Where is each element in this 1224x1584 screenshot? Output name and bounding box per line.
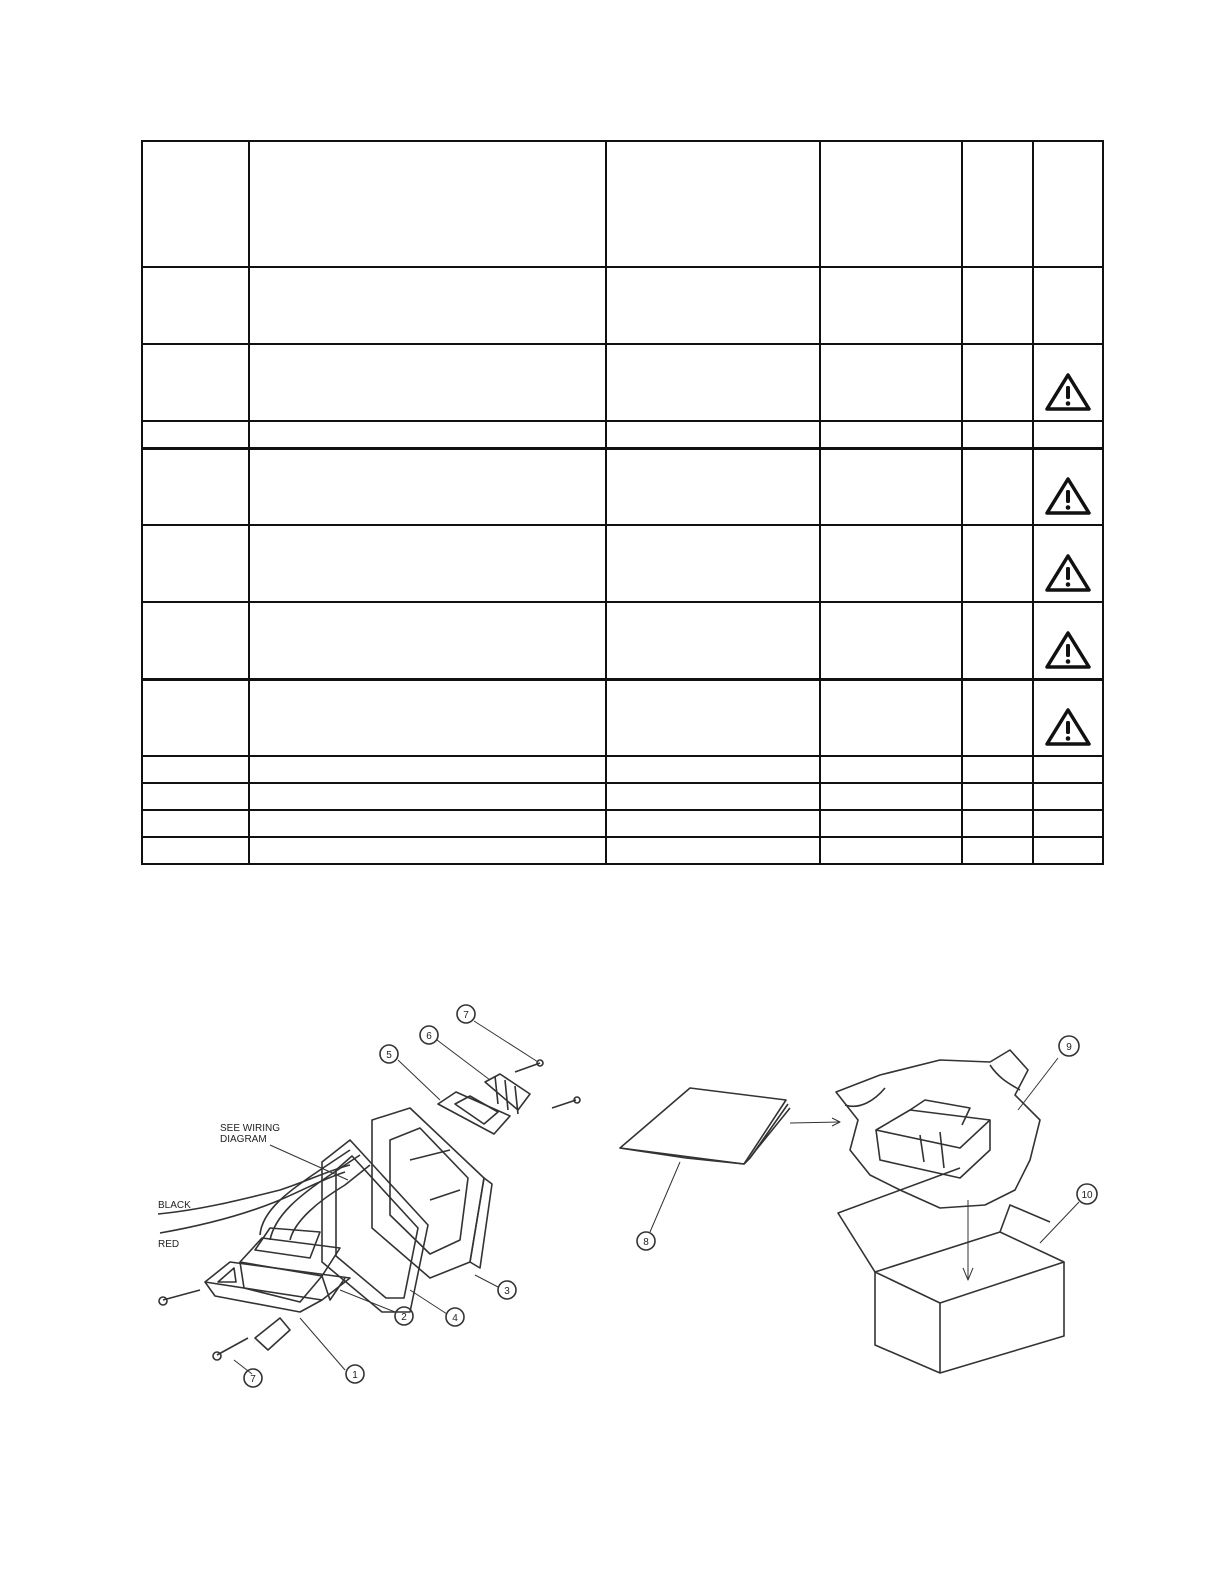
- table-cell: [1033, 679, 1103, 756]
- black-wire-label: BLACK: [158, 1200, 191, 1211]
- table-cell: [606, 525, 820, 602]
- table-cell: [820, 602, 962, 679]
- callout-circles: [244, 1005, 1097, 1387]
- callout-2: 2: [401, 1312, 407, 1323]
- table-cell: [820, 679, 962, 756]
- instruction-sheets: [620, 1088, 840, 1232]
- table-cell: [606, 421, 820, 448]
- shipping-box: [838, 1168, 1064, 1373]
- callout-6: 6: [426, 1031, 432, 1042]
- table-cell: [606, 141, 820, 267]
- gasket: [322, 1140, 428, 1312]
- table-cell: [1033, 421, 1103, 448]
- table-row: [142, 421, 1103, 448]
- table-cell: [820, 837, 962, 864]
- packaged-unit: [876, 1100, 990, 1178]
- table-cell: [962, 679, 1033, 756]
- diagram-label: DIAGRAM: [220, 1134, 267, 1145]
- table-cell: [606, 837, 820, 864]
- table-cell: [820, 267, 962, 344]
- table-cell: [142, 837, 249, 864]
- table-cell: [142, 810, 249, 837]
- table-cell: [962, 448, 1033, 525]
- cover-plate: [438, 1092, 510, 1134]
- warning-triangle-icon: [1045, 630, 1091, 670]
- table-cell: [1033, 141, 1103, 267]
- table-row: [142, 141, 1103, 267]
- table-cell: [962, 837, 1033, 864]
- callout-10: 10: [1081, 1190, 1093, 1201]
- table-row: [142, 344, 1103, 421]
- table-cell: [820, 810, 962, 837]
- table-cell: [142, 525, 249, 602]
- table-cell: [249, 525, 606, 602]
- table-cell: [962, 141, 1033, 267]
- callout-8: 8: [643, 1237, 649, 1248]
- table-cell: [142, 344, 249, 421]
- table-cell: [249, 448, 606, 525]
- table-cell: [249, 602, 606, 679]
- table-cell: [1033, 267, 1103, 344]
- table-cell: [1033, 448, 1103, 525]
- table-row: [142, 679, 1103, 756]
- table-cell: [962, 267, 1033, 344]
- table-cell: [142, 141, 249, 267]
- see-wiring-label: SEE WIRING: [220, 1123, 281, 1134]
- leader-lines-right: [1018, 1058, 1079, 1243]
- warning-triangle-icon: [1045, 707, 1091, 747]
- table-cell: [606, 267, 820, 344]
- table-cell: [1033, 837, 1103, 864]
- table-cell: [962, 602, 1033, 679]
- mounting-bracket: [205, 1262, 350, 1350]
- table-cell: [820, 448, 962, 525]
- junction-box: [372, 1108, 492, 1278]
- table-cell: [249, 141, 606, 267]
- table-cell: [606, 602, 820, 679]
- red-wire-label: RED: [158, 1239, 180, 1250]
- table-row: [142, 756, 1103, 783]
- callout-7-bottom: 7: [250, 1374, 256, 1385]
- table-cell: [606, 756, 820, 783]
- table-row: [142, 837, 1103, 864]
- table-cell: [249, 783, 606, 810]
- table-cell: [1033, 756, 1103, 783]
- table-cell: [142, 679, 249, 756]
- callout-4: 4: [452, 1313, 458, 1324]
- callout-9: 9: [1066, 1042, 1072, 1053]
- wire-leads: [158, 1150, 370, 1240]
- leader-lines: [234, 1021, 538, 1374]
- table-cell: [606, 679, 820, 756]
- table-row: [142, 267, 1103, 344]
- table-cell: [820, 756, 962, 783]
- callout-1: 1: [352, 1370, 358, 1381]
- warning-triangle-icon: [1045, 553, 1091, 593]
- table-cell: [249, 837, 606, 864]
- table-cell: [142, 421, 249, 448]
- table-cell: [1033, 783, 1103, 810]
- table-cell: [1033, 602, 1103, 679]
- warning-triangle-icon: [1045, 372, 1091, 412]
- table-cell: [820, 783, 962, 810]
- table-cell: [142, 602, 249, 679]
- table-cell: [142, 448, 249, 525]
- table-cell: [606, 810, 820, 837]
- table-cell: [606, 344, 820, 421]
- table-cell: [249, 344, 606, 421]
- table-cell: [820, 421, 962, 448]
- callout-3: 3: [504, 1286, 510, 1297]
- transformer-core: [240, 1228, 345, 1302]
- table-cell: [962, 810, 1033, 837]
- table-cell: [820, 141, 962, 267]
- table-cell: [962, 756, 1033, 783]
- screws: [159, 1060, 580, 1360]
- table-cell: [962, 344, 1033, 421]
- table-row: [142, 448, 1103, 525]
- table-cell: [820, 525, 962, 602]
- table-row: [142, 810, 1103, 837]
- table-cell: [1033, 525, 1103, 602]
- callout-5: 5: [386, 1050, 392, 1061]
- parts-table: [141, 140, 1104, 865]
- table-cell: [142, 783, 249, 810]
- table-cell: [962, 421, 1033, 448]
- table-cell: [1033, 810, 1103, 837]
- table-cell: [249, 756, 606, 783]
- table-cell: [142, 756, 249, 783]
- table-cell: [142, 267, 249, 344]
- table-row: [142, 602, 1103, 679]
- table-cell: [962, 783, 1033, 810]
- terminal-strip: [485, 1074, 530, 1114]
- table-cell: [249, 267, 606, 344]
- table-cell: [962, 525, 1033, 602]
- table-cell: [249, 679, 606, 756]
- table-row: [142, 783, 1103, 810]
- table-row: [142, 525, 1103, 602]
- table-cell: [249, 810, 606, 837]
- table-cell: [249, 421, 606, 448]
- warning-triangle-icon: [1045, 476, 1091, 516]
- plastic-bag: [836, 1050, 1040, 1208]
- callout-7-top: 7: [463, 1010, 469, 1021]
- table-cell: [606, 783, 820, 810]
- table-cell: [1033, 344, 1103, 421]
- table-cell: [820, 344, 962, 421]
- table-cell: [606, 448, 820, 525]
